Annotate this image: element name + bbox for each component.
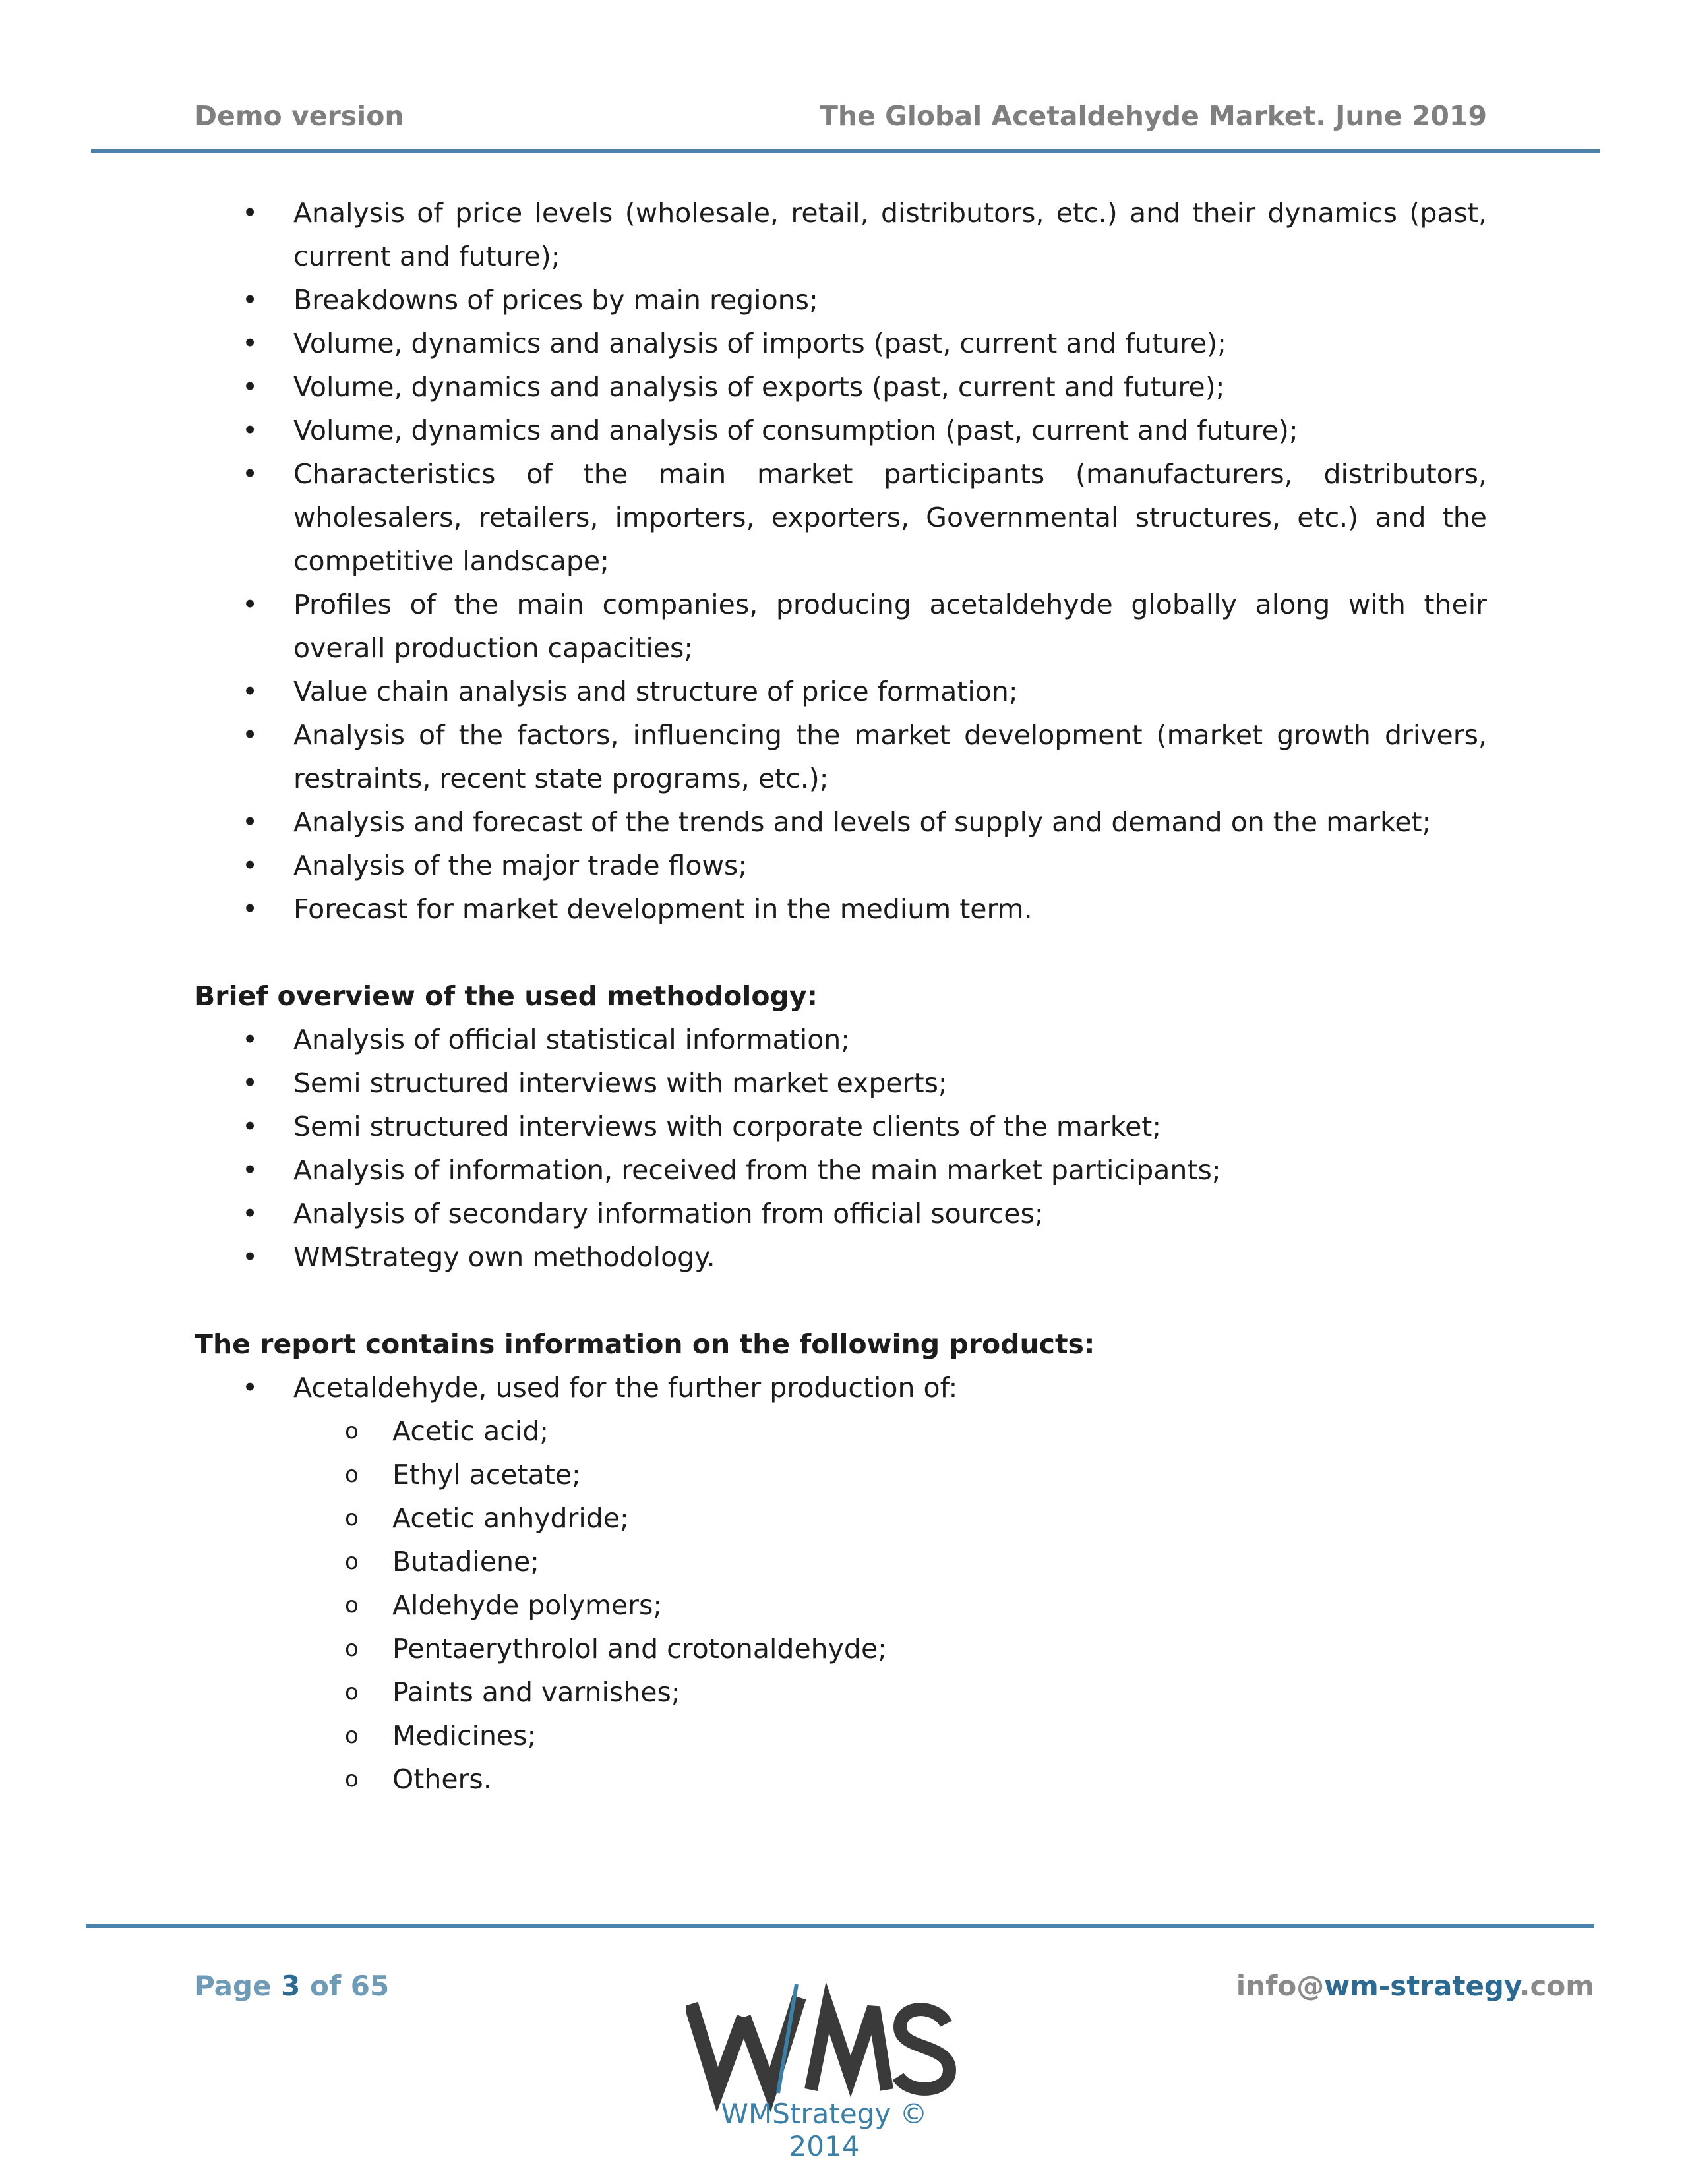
email-domain: wm-strategy bbox=[1324, 1970, 1520, 2002]
methodology-title: Brief overview of the used methodology: bbox=[195, 980, 818, 1012]
footer-divider bbox=[86, 1924, 1594, 1928]
page-word: Page bbox=[195, 1970, 272, 2002]
list-item: • WMStrategy own methodology. bbox=[195, 1235, 1487, 1279]
sub-list-item: o Ethyl acetate; bbox=[195, 1453, 1487, 1496]
list-item: • Analysis of official statistical information; bbox=[195, 1018, 1487, 1061]
sub-list-item: o Butadiene; bbox=[195, 1540, 1487, 1583]
sub-list-item: o Pentaerythrolol and crotonaldehyde; bbox=[195, 1627, 1487, 1670]
logo-caption: WMStrategy © 2014 bbox=[721, 2098, 928, 2162]
list-item: • Analysis of information, received from the main market participants; bbox=[195, 1148, 1487, 1192]
list-item bbox=[195, 1366, 1487, 1409]
products-title: The report contains information on the following products: bbox=[195, 1328, 1095, 1360]
page-number bbox=[195, 1970, 389, 2002]
list-item: • Semi structured interviews with market experts; bbox=[195, 1061, 1487, 1105]
list-item: • Breakdowns of prices by main regions; bbox=[195, 278, 1487, 322]
products-list bbox=[195, 1366, 1487, 1409]
product-subitems bbox=[195, 1409, 1487, 1801]
list-item: • Analysis of secondary information from official sources; bbox=[195, 1192, 1487, 1235]
header-divider bbox=[91, 149, 1600, 153]
methodology-list bbox=[195, 1018, 1487, 1279]
header-left: Demo version bbox=[195, 100, 404, 132]
list-item: • Semi structured interviews with corporate clients of the market; bbox=[195, 1105, 1487, 1148]
list-item: • Profiles of the main companies, producing acetaldehyde globally along with their overall production capacities; bbox=[195, 583, 1487, 670]
sub-list-item: o Acetic anhydride; bbox=[195, 1496, 1487, 1540]
sub-list-item: o Paints and varnishes; bbox=[195, 1670, 1487, 1714]
sub-list-item: o Acetic acid; bbox=[195, 1409, 1487, 1453]
contact-email[interactable] bbox=[1236, 1970, 1594, 2002]
header-right: The Global Acetaldehyde Market. June 2019 bbox=[819, 100, 1487, 132]
list-item: • Characteristics of the main market participants (manufacturers, distributors, wholesalers, retailers, importers, exporters, Governmental structures, etc.) and the competitive landscape; bbox=[195, 452, 1487, 583]
list-item: • Analysis of the major trade flows; bbox=[195, 844, 1487, 887]
sub-list-item: o Others. bbox=[195, 1757, 1487, 1801]
product-item: Acetaldehyde, used for the further production of: bbox=[293, 1372, 958, 1403]
list-item: • Analysis of price levels (wholesale, retail, distributors, etc.) and their dynamics (past, current and future); bbox=[195, 191, 1487, 278]
page-header bbox=[195, 100, 1487, 132]
sub-list-item: o Medicines; bbox=[195, 1714, 1487, 1757]
list-item: • Volume, dynamics and analysis of consumption (past, current and future); bbox=[195, 409, 1487, 452]
list-item: • Analysis and forecast of the trends and levels of supply and demand on the market; bbox=[195, 800, 1487, 844]
list-item: • Volume, dynamics and analysis of imports (past, current and future); bbox=[195, 322, 1487, 365]
list-item: • Volume, dynamics and analysis of exports (past, current and future); bbox=[195, 365, 1487, 409]
list-item: • Analysis of the factors, influencing the market development (market growth drivers, restraints, recent state programs, etc.); bbox=[195, 713, 1487, 800]
email-tld: .com bbox=[1519, 1970, 1594, 2002]
list-item: • Value chain analysis and structure of price formation; bbox=[195, 670, 1487, 713]
page-of: of bbox=[310, 1970, 342, 2002]
email-user: info@ bbox=[1236, 1970, 1325, 2002]
list-item: • Forecast for market development in the medium term. bbox=[195, 887, 1487, 931]
document-body bbox=[195, 191, 1487, 1801]
page-current: 3 bbox=[281, 1970, 301, 2002]
sub-list-item: o Aldehyde polymers; bbox=[195, 1583, 1487, 1627]
page-total: 65 bbox=[350, 1970, 390, 2002]
scope-list bbox=[195, 191, 1487, 931]
